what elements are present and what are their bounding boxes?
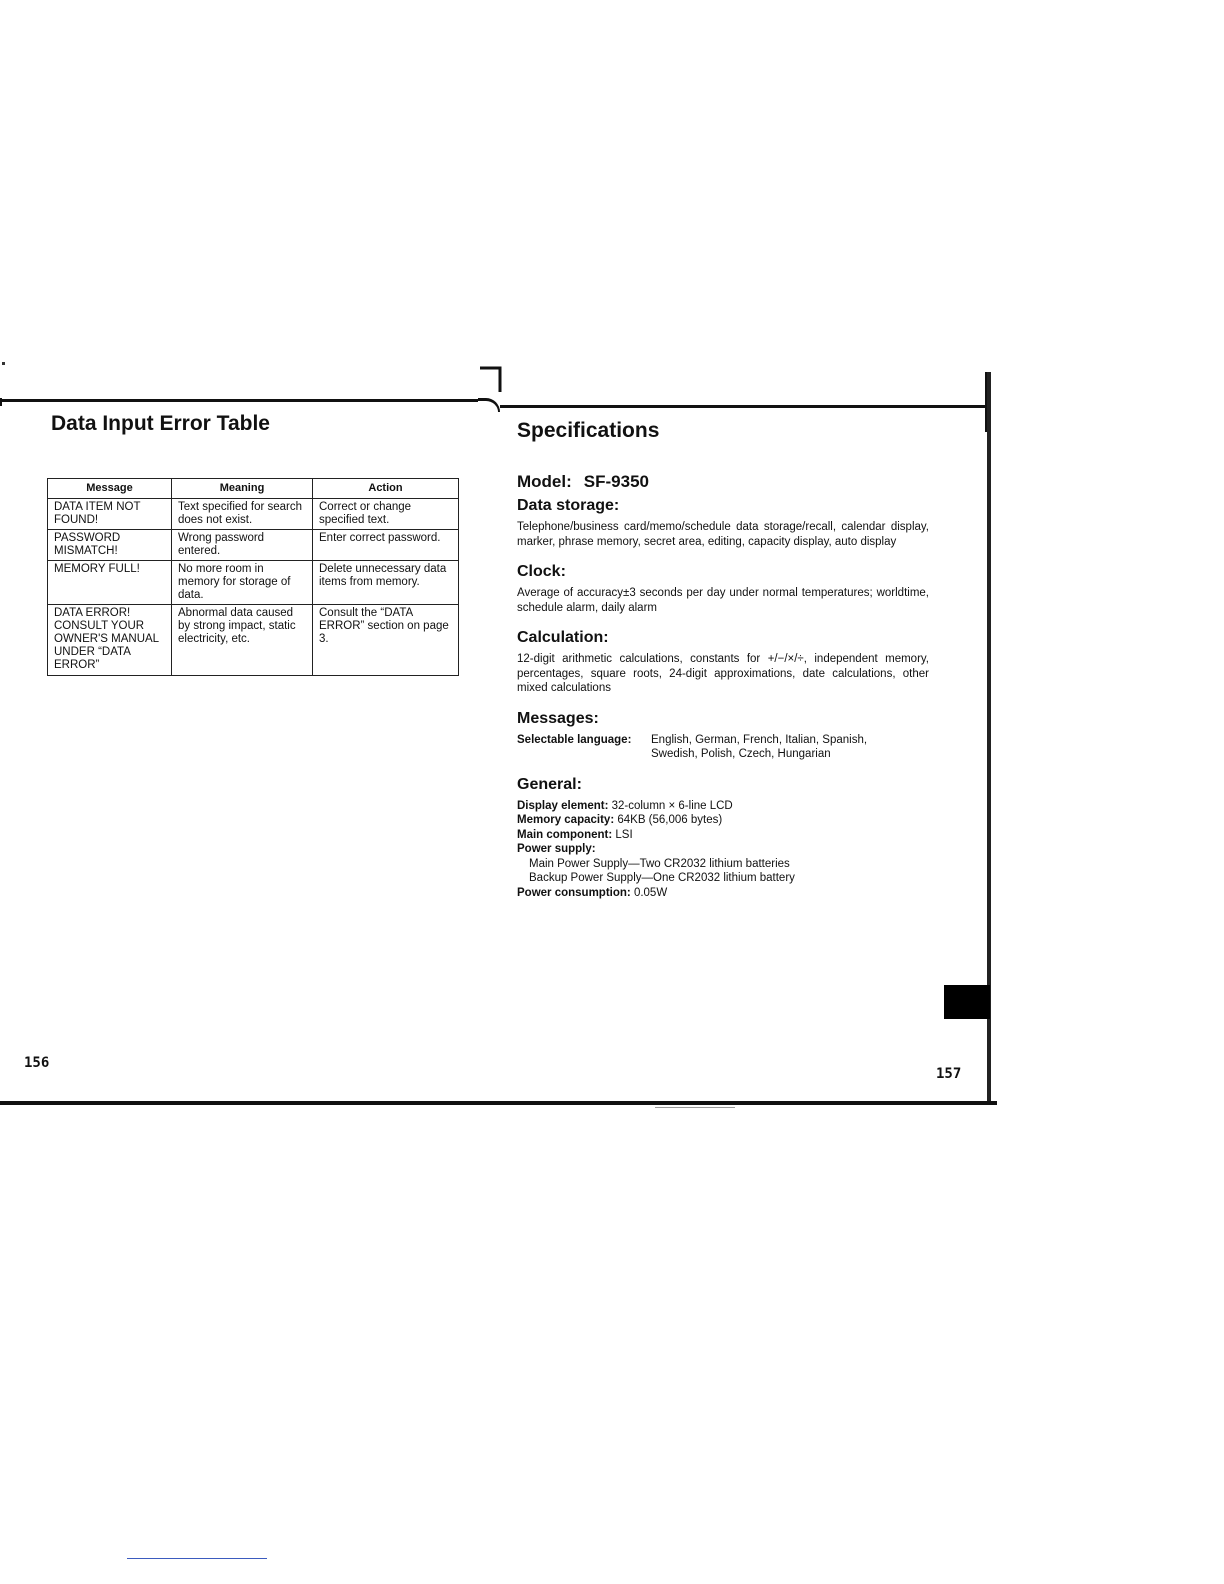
table-row bbox=[48, 561, 459, 605]
power-consumption-label: Power consumption: bbox=[517, 886, 631, 899]
cell-message: MEMORY FULL! bbox=[48, 561, 172, 605]
top-rule-left bbox=[0, 399, 478, 402]
bottom-rule-thin bbox=[655, 1107, 735, 1108]
cell-meaning: No more room in memory for storage of data. bbox=[172, 561, 313, 605]
model-line bbox=[517, 472, 929, 492]
page-title-specifications: Specifications bbox=[517, 419, 660, 442]
top-rule-curve bbox=[478, 398, 500, 412]
memory-capacity-label: Memory capacity: bbox=[517, 814, 615, 826]
main-component-label: Main component: bbox=[517, 828, 613, 841]
section-text-data-storage: Telephone/business card/memo/schedule data storage/recall, calendar display, marker, phrase memory, secret area, editing, capacity display, auto display bbox=[517, 521, 929, 548]
section-heading-messages: Messages: bbox=[517, 709, 599, 727]
power-consumption-row bbox=[517, 886, 929, 901]
model-label: Model: bbox=[517, 472, 572, 491]
selectable-language bbox=[517, 733, 929, 762]
top-rule-right bbox=[500, 405, 990, 408]
selectable-language-values bbox=[651, 733, 867, 762]
section-heading-calculation: Calculation: bbox=[517, 629, 609, 646]
main-component-value: LSI bbox=[615, 828, 633, 841]
display-element-row bbox=[517, 799, 929, 814]
cell-message: DATA ERROR! CONSULT YOUR OWNER'S MANUAL UNDER “DATA ERROR” bbox=[48, 605, 172, 676]
main-component-row bbox=[517, 828, 929, 843]
language-line-2: Swedish, Polish, Czech, Hungarian bbox=[651, 748, 831, 760]
memory-capacity-value: 64KB (56,006 bytes) bbox=[617, 814, 723, 826]
section-heading-general: General: bbox=[517, 775, 582, 793]
cell-action: Correct or change specified text. bbox=[313, 499, 459, 530]
power-supply-row bbox=[517, 842, 929, 857]
section-tab-marker bbox=[944, 985, 990, 1019]
cell-meaning: Wrong password entered. bbox=[172, 530, 313, 561]
cell-action: Delete unnecessary data items from memory. bbox=[313, 561, 459, 605]
page-number-right: 157 bbox=[936, 1066, 962, 1082]
power-supply-label: Power supply: bbox=[517, 843, 596, 855]
table-row bbox=[48, 530, 459, 561]
table-row bbox=[48, 605, 459, 676]
memory-capacity-row bbox=[517, 813, 929, 828]
section-heading-data-storage: Data storage: bbox=[517, 497, 620, 514]
model-value: SF-9350 bbox=[583, 472, 649, 491]
power-supply-main: Main Power Supply—Two CR2032 lithium batteries bbox=[529, 857, 790, 870]
section-heading-clock: Clock: bbox=[517, 563, 566, 580]
header-message: Message bbox=[48, 479, 172, 499]
specifications-body bbox=[517, 472, 929, 900]
scan-dot bbox=[2, 362, 5, 365]
fold-mark-icon bbox=[480, 366, 502, 392]
page-number-left: 156 bbox=[24, 1055, 50, 1071]
selectable-language-label: Selectable language: bbox=[517, 733, 632, 746]
language-line-1: English, German, French, Italian, Spanish, bbox=[651, 733, 868, 746]
cell-meaning: Abnormal data caused by strong impact, static electricity, etc. bbox=[172, 605, 313, 676]
cell-message: DATA ITEM NOT FOUND! bbox=[48, 499, 172, 530]
display-element-label: Display element: bbox=[517, 799, 609, 812]
cell-message: PASSWORD MISMATCH! bbox=[48, 530, 172, 561]
power-consumption-value: 0.05W bbox=[633, 886, 668, 899]
display-element-value: 32-column × 6-line LCD bbox=[611, 799, 733, 812]
cell-meaning: Text specified for search does not exist. bbox=[172, 499, 313, 530]
table-row bbox=[48, 499, 459, 530]
section-text-calculation: 12-digit arithmetic calculations, constants for +/−/×/÷, independent memory, percentages, square roots, 24-digit approximations, date calculations, other mixed calculations bbox=[517, 653, 929, 694]
page-title-error-table: Data Input Error Table bbox=[51, 412, 270, 435]
power-supply-backup: Backup Power Supply—One CR2032 lithium battery bbox=[529, 872, 795, 884]
header-meaning: Meaning bbox=[172, 479, 313, 499]
cell-action: Consult the “DATA ERROR” section on page 3. bbox=[313, 605, 459, 676]
error-table bbox=[47, 478, 459, 676]
section-text-clock: Average of accuracy±3 seconds per day under normal temperatures; worldtime, schedule alarm, daily alarm bbox=[517, 587, 929, 614]
cell-action: Enter correct password. bbox=[313, 530, 459, 561]
link-underline bbox=[127, 1558, 267, 1559]
bottom-rule bbox=[0, 1101, 997, 1105]
header-action: Action bbox=[313, 479, 459, 499]
table-header-row bbox=[48, 479, 459, 499]
